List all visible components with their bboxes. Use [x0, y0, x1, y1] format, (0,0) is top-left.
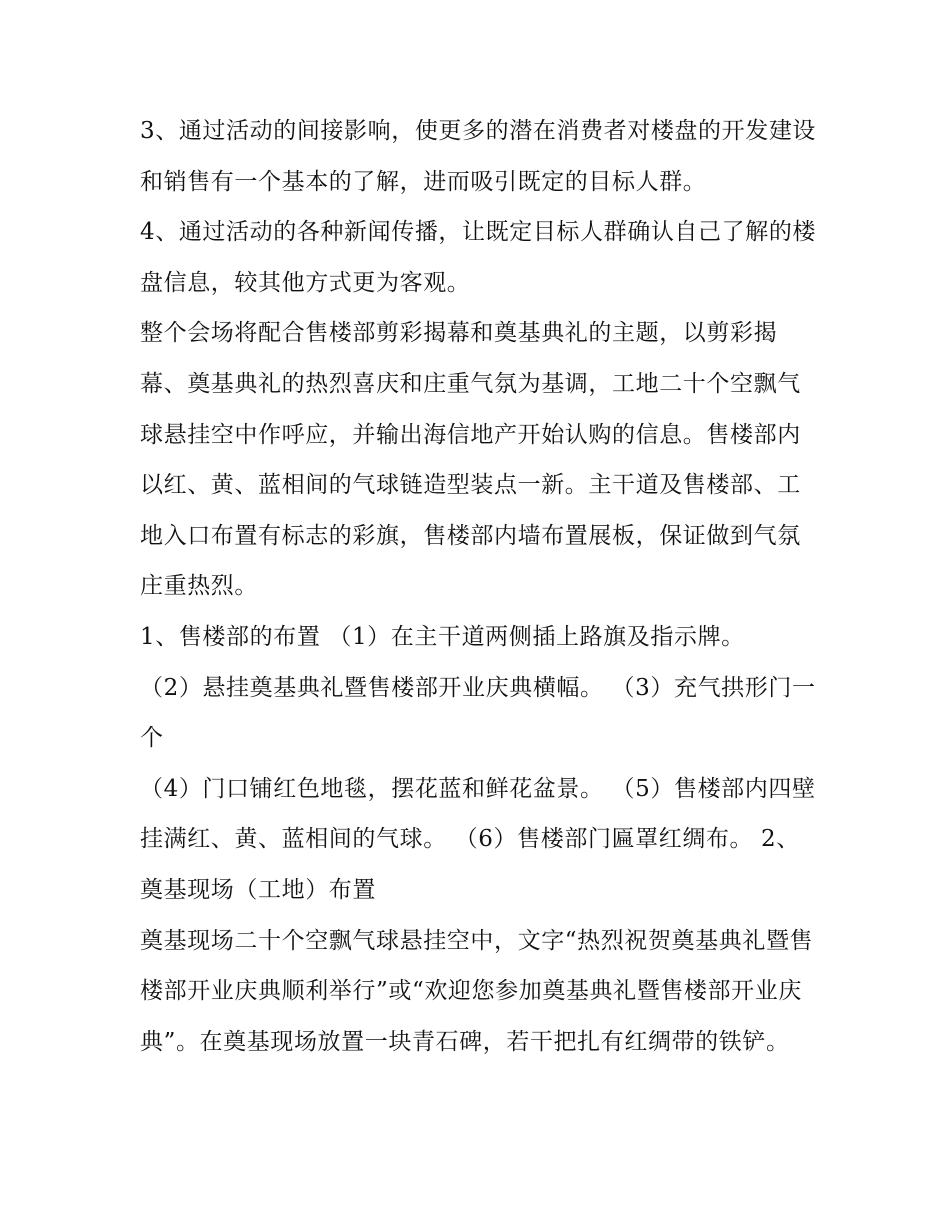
paragraph-banner-arch: （2）悬挂奠基典礼暨售楼部开业庆典横幅。 （3）充气拱形门一个	[140, 674, 816, 752]
paragraph-carpet-balloons: （4）门口铺红色地毯，摆花蓝和鲜花盆景。 （5）售楼部内四壁挂满红、黄、蓝相间的气球。 （6）售楼部门匾罩红绸布。 2、奠基现场（工地）布置	[140, 775, 816, 903]
paragraph-goal-4: 4、通过活动的各种新闻传播，让既定目标人群确认自己了解的楼盘信息，较其他方式更为客观。	[140, 219, 817, 296]
paragraph-sales-office-layout: 1、售楼部的布置 （1）在主干道两侧插上路旗及指示牌。	[140, 623, 745, 650]
paragraph-venue-overview: 整个会场将配合售楼部剪彩揭幕和奠基典礼的主题，以剪彩揭幕、奠基典礼的热烈喜庆和庄重气氛为基调，工地二十个空飘气球悬挂空中作呼应，并输出海信地产开始认购的信息。售楼部内以红、黄、蓝相间的气球链造型装点一新。主干道及售楼部、工地入口布置有标志的彩旗，售楼部内墙布置展板，保证做到气氛庄重热烈。	[140, 320, 801, 600]
document-body	[140, 106, 820, 1067]
paragraph-groundbreaking-site: 奠基现场二十个空飘气球悬挂空中，文字“热烈祝贺奠基典礼暨售楼部开业庆典顺利举行”或“欢迎您参加奠基典礼暨售楼部开业庆典”。在奠基现场放置一块青石碑，若干把扎有红绸带的铁铲。	[140, 927, 814, 1055]
paragraph-goal-3: 3、通过活动的间接影响，使更多的潜在消费者对楼盘的开发建设和销售有一个基本的了解，进而吸引既定的目标人群。	[140, 118, 817, 195]
